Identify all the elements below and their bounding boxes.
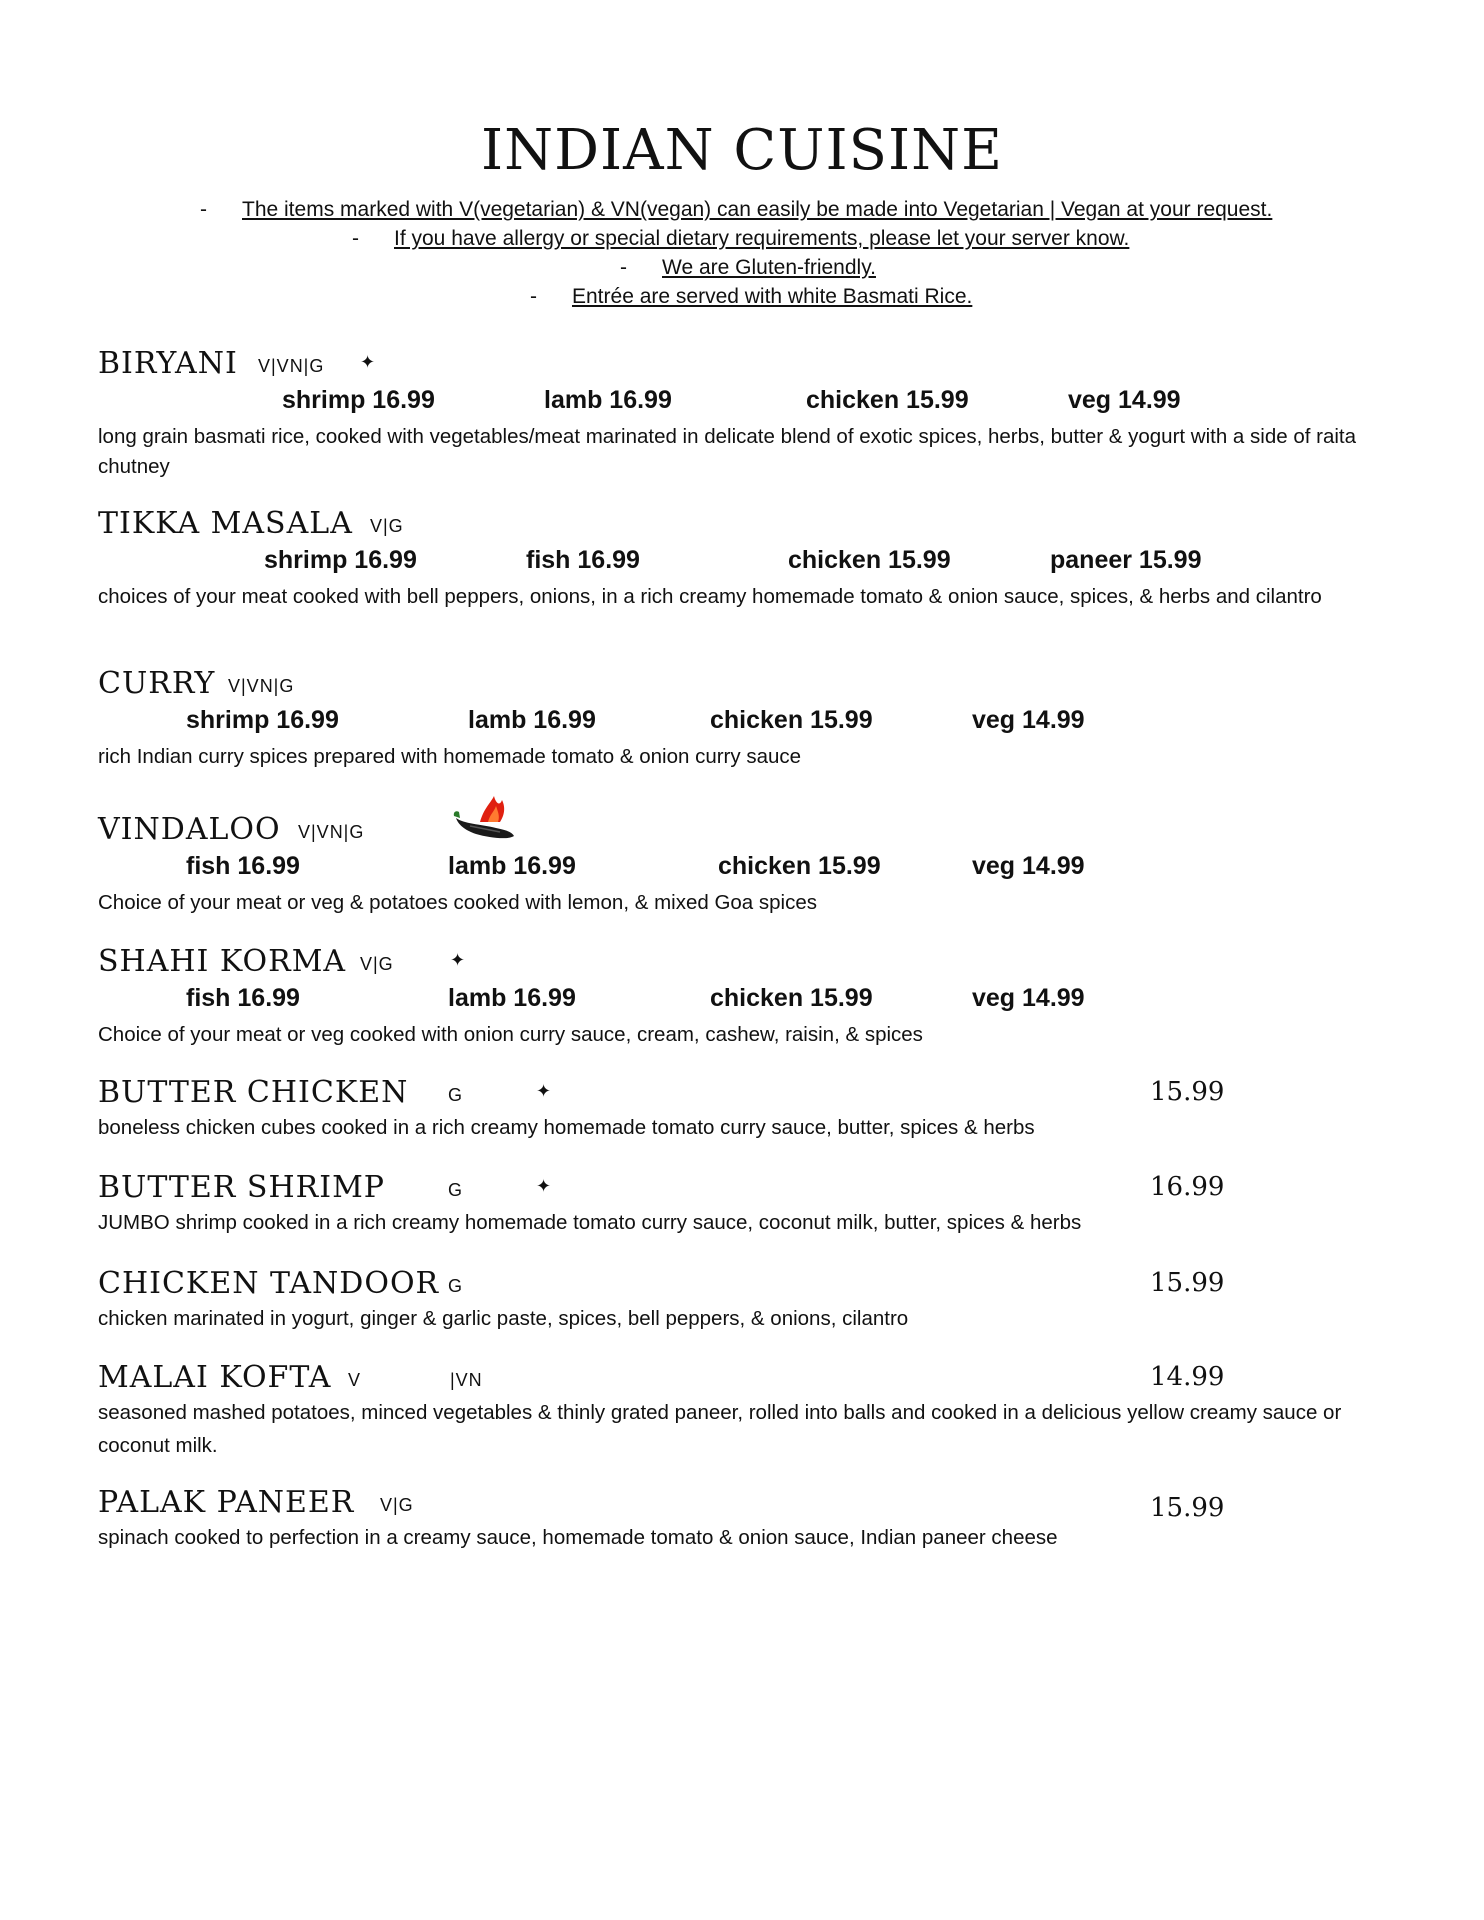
price-item: lamb 16.99 (448, 852, 576, 880)
dish-name: SHAHI KORMA (98, 944, 347, 979)
note-allergy: - If you have allergy or special dietary requirements, please let your server know. (352, 227, 1130, 250)
dish-price: 16.99 (1150, 1172, 1225, 1202)
price-item: chicken 15.99 (806, 386, 969, 414)
price-row (98, 386, 1398, 420)
price-item: veg 14.99 (972, 852, 1085, 880)
dish-name: CHICKEN TANDOOR (98, 1266, 440, 1301)
price-item: chicken 15.99 (788, 546, 951, 574)
dish-tags-extra: |VN (450, 1370, 483, 1390)
price-item: paneer 15.99 (1050, 546, 1202, 574)
dish-description: long grain basmati rice, cooked with vegetables/meat marinated in delicate blend of exotic spices, herbs, butter & yogurt with a side of raita chutney (98, 425, 1357, 478)
price-item: shrimp 16.99 (186, 706, 339, 734)
dish-description: Choice of your meat or veg cooked with onion curry sauce, cream, cashew, raisin, & spices (98, 1023, 923, 1046)
dish-description: boneless chicken cubes cooked in a rich creamy homemade tomato curry sauce, butter, spices & herbs (98, 1116, 1035, 1139)
dish-description: rich Indian curry spices prepared with homemade tomato & onion curry sauce (98, 745, 802, 768)
price-item: fish 16.99 (186, 852, 300, 880)
price-item: lamb 16.99 (448, 984, 576, 1012)
dish-tags: V|G (360, 954, 394, 974)
dish-price: 14.99 (1150, 1362, 1225, 1392)
note-vegetarian: - The items marked with V(vegetarian) & VN(vegan) can easily be made into Vegetarian | Vegan at your request. (200, 198, 1273, 221)
note-gluten: - We are Gluten-friendly. (620, 256, 876, 279)
price-item: chicken 15.99 (718, 852, 881, 880)
dish-description: choices of your meat cooked with bell peppers, onions, in a rich creamy homemade tomato & onion sauce, spices, & herbs and cilantro (98, 585, 1322, 608)
price-item: veg 14.99 (972, 706, 1085, 734)
price-item: fish 16.99 (526, 546, 640, 574)
sparkle-icon: ✦ (536, 1081, 552, 1101)
price-row (98, 706, 1398, 740)
dish-tags: G (448, 1180, 464, 1200)
price-row (98, 852, 1398, 886)
spicy-chili-icon (450, 794, 520, 844)
dish-tags: V (348, 1370, 362, 1390)
dish-name: CURRY (98, 666, 216, 701)
price-item: shrimp 16.99 (282, 386, 435, 414)
sparkle-icon: ✦ (360, 352, 376, 372)
dish-name: MALAI KOFTA (98, 1360, 332, 1395)
dish-name: PALAK PANEER (98, 1485, 355, 1520)
dish-name: BUTTER SHRIMP (98, 1170, 385, 1205)
dish-tags: G (448, 1276, 464, 1296)
page-title: INDIAN CUISINE (481, 118, 1003, 183)
price-item: lamb 16.99 (544, 386, 672, 414)
dish-description: JUMBO shrimp cooked in a rich creamy homemade tomato curry sauce, coconut milk, butter, spices & herbs (98, 1211, 1082, 1234)
price-item: veg 14.99 (1068, 386, 1181, 414)
price-row (98, 546, 1398, 580)
dish-price: 15.99 (1150, 1077, 1225, 1107)
sparkle-icon: ✦ (536, 1176, 552, 1196)
price-item: fish 16.99 (186, 984, 300, 1012)
dish-name: TIKKA MASALA (98, 506, 353, 541)
dish-name: BUTTER CHICKEN (98, 1075, 409, 1110)
sparkle-icon: ✦ (450, 950, 466, 970)
note-rice: - Entrée are served with white Basmati Rice. (530, 285, 973, 308)
price-item: chicken 15.99 (710, 984, 873, 1012)
dish-price: 15.99 (1150, 1268, 1225, 1298)
dish-description: spinach cooked to perfection in a creamy sauce, homemade tomato & onion sauce, Indian paneer cheese (98, 1526, 1058, 1549)
dish-tags: V|VN|G (228, 676, 295, 696)
dish-tags: V|G (380, 1495, 414, 1515)
dish-description: chicken marinated in yogurt, ginger & garlic paste, spices, bell peppers, & onions, cilantro (98, 1307, 909, 1330)
price-item: lamb 16.99 (468, 706, 596, 734)
dish-tags: V|G (370, 516, 404, 536)
dish-description: Choice of your meat or veg & potatoes cooked with lemon, & mixed Goa spices (98, 891, 818, 914)
dish-price: 15.99 (1150, 1493, 1225, 1523)
dish-name: VINDALOO (98, 812, 281, 847)
dish-description: seasoned mashed potatoes, minced vegetables & thinly grated paneer, rolled into balls and cooked in a delicious yellow creamy sauce or coconut milk. (98, 1401, 1342, 1457)
price-row (98, 984, 1398, 1018)
price-item: chicken 15.99 (710, 706, 873, 734)
price-item: shrimp 16.99 (264, 546, 417, 574)
dish-tags: G (448, 1085, 464, 1105)
price-item: veg 14.99 (972, 984, 1085, 1012)
dish-tags: V|VN|G (258, 356, 325, 376)
dish-tags: V|VN|G (298, 822, 365, 842)
dish-name: BIRYANI (98, 346, 238, 381)
